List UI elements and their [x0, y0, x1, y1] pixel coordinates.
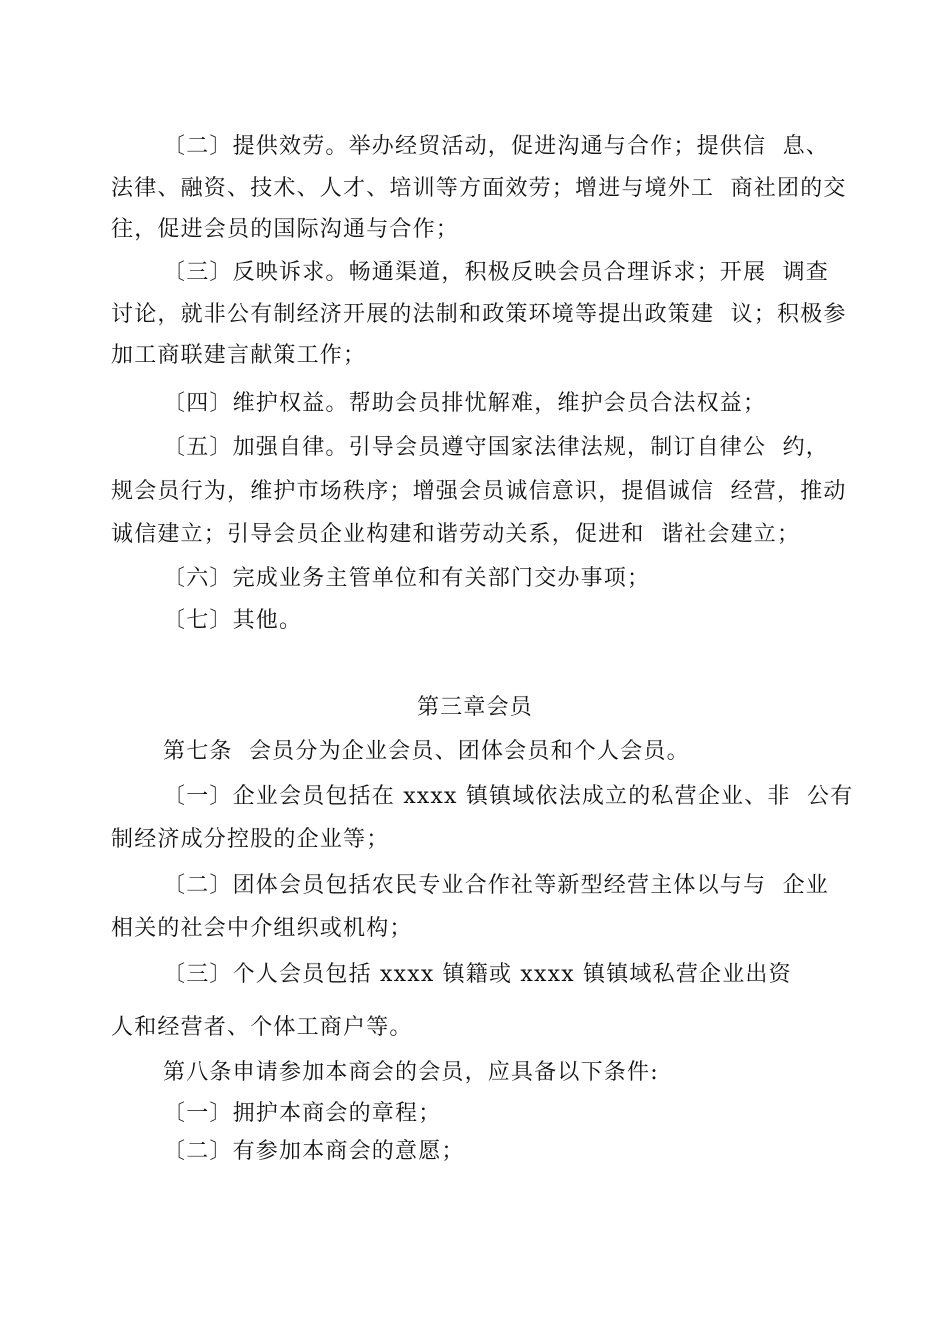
paragraph-services-line-3: 往，促进会员的国际沟通与合作；	[111, 217, 460, 242]
paragraph-tasks-line-1: 〔六〕完成业务主管单位和有关部门交办事项；	[163, 566, 651, 591]
chapter-title: 第三章会员	[416, 695, 533, 720]
paragraph-selfdiscipline-line-1: 〔五〕加强自律。引导会员遵守国家法律法规，制订自律公 约，	[163, 435, 829, 460]
article-seven-item-2-line-1: 〔二〕团体会员包括农民专业合作社等新型经营主体以与与 企业	[163, 873, 829, 898]
paragraph-selfdiscipline-line-2: 规会员行为，维护市场秩序；增强会员诚信意识，提倡诚信 经营，推动	[111, 479, 847, 504]
paragraph-rights-line-1: 〔四〕维护权益。帮助会员排忧解难，维护会员合法权益；	[163, 391, 767, 416]
article-seven-item-1-line-1: 〔一〕企业会员包括在 xxxx 镇镇域依法成立的私营企业、非 公有	[163, 784, 854, 809]
paragraph-selfdiscipline-line-3: 诚信建立；引导会员企业构建和谐劳动关系，促进和 谐社会建立；	[111, 522, 801, 547]
article-seven-item-2-line-2: 相关的社会中介组织或机构；	[111, 916, 413, 941]
paragraph-services-line-2: 法律、融资、技术、人才、培训等方面效劳；增进与境外工 商社团的交	[111, 176, 847, 201]
article-seven-item-3-line-2: 人和经营者、个体工商户等。	[111, 1015, 413, 1040]
article-eight-item-1-line-1: 〔一〕拥护本商会的章程；	[163, 1101, 442, 1126]
article-eight-item-2-line-1: 〔二〕有参加本商会的意愿；	[163, 1139, 465, 1164]
paragraph-services-line-1: 〔二〕提供效劳。举办经贸活动，促进沟通与合作；提供信 息、	[163, 134, 829, 159]
paragraph-appeals-line-3: 加工商联建言献策工作；	[111, 343, 367, 368]
article-seven-item-3-line-1: 〔三〕个人会员包括 xxxx 镇籍或 xxxx 镇镇域私营企业出资	[163, 962, 792, 987]
article-seven-item-1-line-2: 制经济成分控股的企业等；	[111, 827, 390, 852]
paragraph-appeals-line-2: 讨论，就非公有制经济开展的法制和政策环境等提出政策建 议；积极参	[111, 302, 847, 327]
paragraph-other-line-1: 〔七〕其他。	[163, 608, 303, 633]
article-seven-line-1: 第七条 会员分为企业会员、团体会员和个人会员。	[163, 739, 690, 764]
paragraph-appeals-line-1: 〔三〕反映诉求。畅通渠道，积极反映会员合理诉求；开展 调查	[163, 260, 829, 285]
article-eight-line-1: 第八条申请参加本商会的会员，应具备以下条件:	[163, 1060, 659, 1085]
